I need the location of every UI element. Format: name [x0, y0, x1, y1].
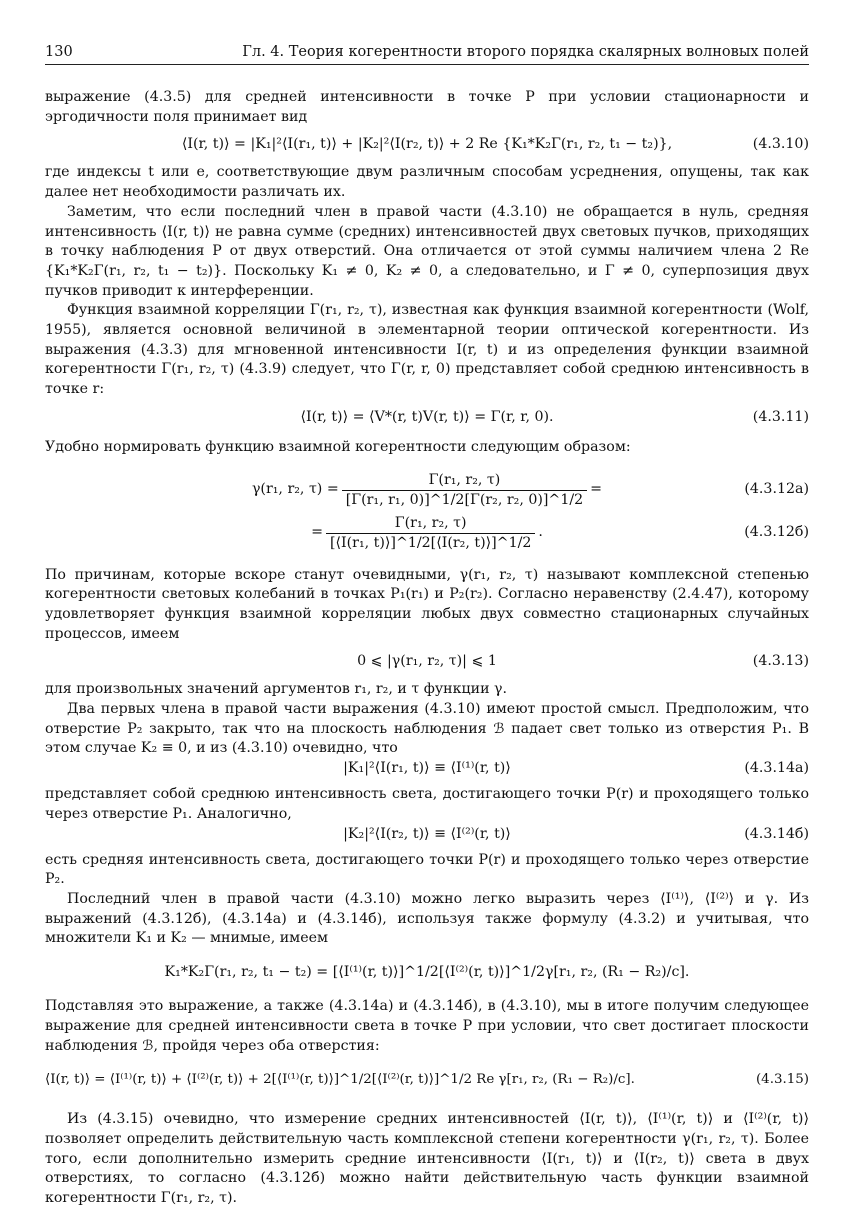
equation-number: (4.3.15): [755, 1072, 809, 1088]
paragraph: Заметим, что если последний член в правой части (4.3.10) не обращается в нуль, средняя интенсивность ⟨I(r, t)⟩ не равна сумме (средних) интенсивностей двух световых пучков, приходящих в точку наблюдения P от двух отверстий. Она отличается от этой суммы наличием члена 2 Re {K₁*K₂Γ(r₁, r₂, t₁ − t₂)}. Поскольку K₁ ≠ 0, K₂ ≠ 0, а следовательно, и Γ ≠ 0, суперпозиция двух пучков приводит к интерференции.: [45, 203, 809, 299]
equation-4-3-10: [45, 135, 809, 155]
equation-4-3-14a: [45, 759, 809, 779]
equation-body: |K₂|²⟨I(r₂, t)⟩ ≡ ⟨I⁽²⁾(r, t)⟩: [343, 825, 511, 842]
paragraph: представляет собой среднюю интенсивность света, достигающего точки P(r) и проходящего только через отверстие P₁. Аналогично,: [45, 786, 809, 822]
equation-number: (4.3.12б): [744, 524, 809, 541]
paragraph: Два первых члена в правой части выражения (4.3.10) имеют простой смысл. Предположим, что отверстие P₂ закрыто, так что на плоскость наблюдения ℬ падает свет только из отверстия P₁. В этом случае K₂ ≡ 0, и из (4.3.10) очевидно, что: [45, 701, 809, 757]
paragraph: для произвольных значений аргументов r₁, r₂, и τ функции γ.: [45, 681, 508, 698]
equation-body: ⟨I(r, t)⟩ = |K₁|²⟨I(r₁, t)⟩ + |K₂|²⟨I(r₂, t)⟩ + 2 Re {K₁*K₂Γ(r₁, r₂, t₁ − t₂)},: [181, 136, 673, 153]
equation-number: (4.3.14а): [744, 760, 809, 777]
equation-number: (4.3.10): [752, 136, 809, 153]
fraction: [326, 515, 535, 552]
numerator: Γ(r₁, r₂, τ): [342, 472, 587, 491]
equation-4-3-12a: [45, 472, 809, 509]
equation-unnumbered: [45, 963, 809, 983]
denominator: [⟨I(r₁, t)⟩]^1/2[⟨I(r₂, t)⟩]^1/2: [329, 534, 532, 551]
equation-number: (4.3.13): [752, 653, 809, 670]
paragraph: По причинам, которые вскоре станут очевидными, γ(r₁, r₂, τ) называют комплексной степенью когерентности световых колебаний в точках P₁(r₁) и P₂(r₂). Согласно неравенству (2.4.47), которому удовлетворяет функция взаимной корреляции любых двух совместно стационарных случайных процессов, имеем: [45, 566, 809, 642]
paragraph: Последний член в правой части (4.3.10) можно легко выразить через ⟨I⁽¹⁾⟩, ⟨I⁽²⁾⟩ и γ. Из выражений (4.3.12б), (4.3.14а) и (4.3.14б), используя также формулу (4.3.2) и учитывая, что множители K₁ и K₂ — мнимые, имеем: [45, 890, 809, 947]
equation-number: (4.3.11): [752, 408, 809, 425]
equation-number: (4.3.14б): [744, 825, 809, 842]
equation-body: ⟨I(r, t)⟩ = ⟨V*(r, t)V(r, t)⟩ = Γ(r, r, 0).: [300, 408, 554, 425]
equation-body: |K₁|²⟨I(r₁, t)⟩ ≡ ⟨I⁽¹⁾(r, t)⟩: [343, 760, 511, 777]
denominator: [Γ(r₁, r₁, 0)]^1/2[Γ(r₂, r₂, 0)]^1/2: [345, 491, 584, 508]
equation-lhs: γ(r₁, r₂, τ) =: [251, 481, 339, 498]
equation-tail: =: [590, 481, 603, 498]
fraction: [342, 472, 587, 509]
equation-body: ⟨I(r, t)⟩ = ⟨I⁽¹⁾(r, t)⟩ + ⟨I⁽²⁾(r, t)⟩ + 2[⟨I⁽¹⁾(r, t)⟩]^1/2[⟨I⁽²⁾(r, t)⟩]^1/2 Re γ[r₁, r₂, (R₁ − R₂)/c].: [45, 1072, 635, 1088]
equation-tail: .: [538, 524, 543, 541]
equation-number: (4.3.12а): [744, 481, 809, 498]
equation-body: 0 ⩽ |γ(r₁, r₂, τ)| ⩽ 1: [357, 653, 497, 670]
paragraph: есть средняя интенсивность света, достигающего точки P(r) и проходящего только через отверстие P₂.: [45, 851, 809, 888]
paragraph: Функция взаимной корреляции Γ(r₁, r₂, τ), известная как функция взаимной когерентности (Wolf, 1955), является основной величиной в элементарной теории оптической когерентности. Из выражения (4.3.3) для мгновенной интенсивности I(r, t) и из определения функции взаимной когерентности Γ(r₁, r₂, τ) (4.3.9) следует, что Γ(r, r, 0) представляет собой среднюю интенсивность в точке r:: [45, 302, 809, 398]
page-number: 130: [45, 44, 73, 60]
equation-4-3-13: [45, 652, 809, 672]
text-body: [45, 88, 809, 1209]
running-title: Гл. 4. Теория когерентности второго порядка скалярных волновых полей: [242, 44, 809, 60]
equation-4-3-15: [45, 1070, 809, 1090]
equation-body: K₁*K₂Γ(r₁, r₂, t₁ − t₂) = [⟨I⁽¹⁾(r, t)⟩]^1/2[⟨I⁽²⁾(r, t)⟩]^1/2γ[r₁, r₂, (R₁ − R₂)/c].: [164, 964, 690, 981]
paragraph: Удобно нормировать функцию взаимной когерентности следующим образом:: [45, 438, 631, 455]
equation-4-3-14b: [45, 825, 809, 845]
paragraph: где индексы t или e, соответствующие двум различным способам усреднения, опущены, так как далее нет необходимости различать их.: [45, 164, 809, 201]
paragraph: выражение (4.3.5) для средней интенсивности в точке P при условии стационарности и эргодичности поля принимает вид: [45, 89, 809, 125]
paragraph: Из (4.3.15) очевидно, что измерение средних интенсивностей ⟨I(r, t)⟩, ⟨I⁽¹⁾(r, t)⟩ и ⟨I⁽²⁾(r, t)⟩ позволяет определить действительную часть комплексной степени когерентности γ(r₁, r₂, τ). Более того, если дополнительно измерить средние интенсивности ⟨I(r₁, t)⟩ и ⟨I(r₂, t)⟩ света в двух отверстиях, то согласно (4.3.12б) можно найти действительную часть функции взаимной когерентности Γ(r₁, r₂, τ).: [45, 1111, 809, 1207]
equation-4-3-11: [45, 408, 809, 428]
equation-lhs: =: [311, 524, 323, 541]
numerator: Γ(r₁, r₂, τ): [326, 515, 535, 534]
equation-4-3-12b: [45, 515, 809, 552]
running-header: [45, 42, 809, 65]
paragraph: Подставляя это выражение, а также (4.3.14а) и (4.3.14б), в (4.3.10), мы в итоге получим следующее выражение для средней интенсивности света в точке P при условии, что свет достигает плоскости наблюдения ℬ, пройдя через оба отверстия:: [45, 998, 809, 1054]
